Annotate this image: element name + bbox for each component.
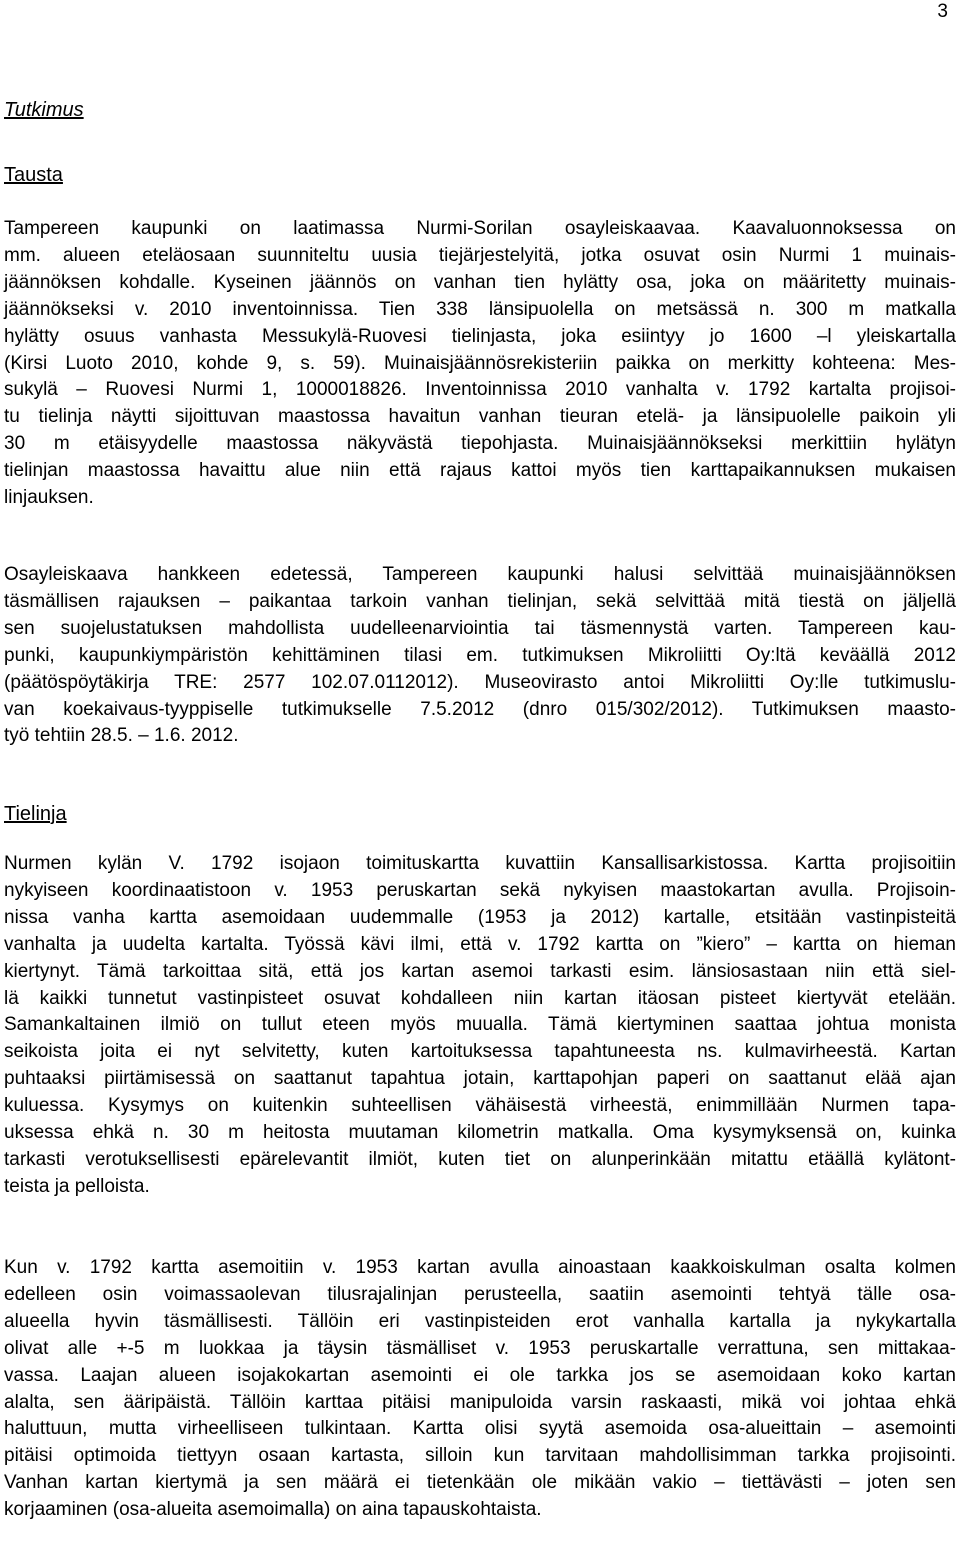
paragraph-line: alueella hyvin täsmällisesti. Tällöin eri vastinpisteiden erot vanhalla kartalla ja nykykartalla xyxy=(4,1310,956,1332)
paragraph-line: seikoista joita ei nyt selvitetty, kuten kartoituksessa tapahtuneesta ns. kulmavirheestä. Kartan xyxy=(4,1041,956,1063)
paragraph-line: tu tielinja näytti sijoittuvan maastossa havaitun vanhan tieuran etelä- ja länsipuolelle paikoin yli xyxy=(4,406,956,428)
paragraph-line: edelleen osin voimassaolevan tilusrajalinjan perusteella, saatiin asemointi tehtyä tälle osa- xyxy=(4,1283,956,1305)
paragraph-line: Osayleiskaava hankkeen edetessä, Tampereen kaupunki halusi selvittää muinaisjäännöksen xyxy=(4,564,956,585)
paragraph-line: kuluessa. Kysymys on kuitenkin suhteellisen vähäisestä virheestä, enimmillään Nurmen tapa- xyxy=(4,1095,956,1117)
paragraph-line: nykyiseen koordinaatistoon v. 1953 peruskartan sekä nykyisen maastokartan avulla. Projisoin- xyxy=(4,879,956,901)
paragraph-line: (päätöspöytäkirja TRE: 2577 102.07.0112012). Museovirasto antoi Mikroliitti Oy:lle tutkimuslu- xyxy=(4,671,956,693)
paragraph-line: jäännökseksi v. 2010 inventoinnissa. Tien 338 länsipuolella on metsässä n. 300 m matkalla xyxy=(4,298,956,320)
paragraph-line: työ tehtiin 28.5. – 1.6. 2012. xyxy=(4,725,239,747)
paragraph-line: haluttuun, mutta virheelliseen tulkintaan. Kartta olisi syytä asemoida osa-alueittain – asemointi xyxy=(4,1418,956,1440)
paragraph-line: olivat alle +-5 m luokkaa ja täysin täsmälliset v. 1953 peruskartalle verrattuna, sen mittakaa- xyxy=(4,1337,956,1359)
paragraph-line: van koekaivaus-tyyppiselle tutkimukselle 7.5.2012 (dnro 015/302/2012). Tutkimuksen maasto- xyxy=(4,698,956,720)
paragraph-road-line xyxy=(4,851,956,1201)
paragraph-line: Kun v. 1792 kartta asemoitiin v. 1953 kartan avulla ainoastaan kaakkoiskulman osalta kolmen xyxy=(4,1257,956,1278)
paragraph-line: sukylä – Ruovesi Nurmi 1, 1000018826. Inventoinnissa 2010 vanhalta v. 1792 kartalta projisoi- xyxy=(4,379,956,401)
paragraph-line: vassa. Laajan alueen isojakokartan asemointi ei ole tarkka jos se asemoidaan koko kartan xyxy=(4,1364,956,1386)
paragraph-line: (Kirsi Luoto 2010, kohde 9, s. 59). Muinaisjäännösrekisteriin paikka on merkitty kohteena: Mes- xyxy=(4,352,956,374)
paragraph-line: punki, kaupunkiympäristön kehittäminen tilasi em. tutkimuksen Mikroliitti Oy:ltä keväällä 2012 xyxy=(4,644,956,666)
paragraph-line: nissa vanha kartta asemoidaan uudemmalle (1953 ja 2012) kartalle, etsitään vastinpisteitä xyxy=(4,906,956,928)
paragraph-line: Samankaltainen ilmiö on tullut eteen myös muualla. Tämä kiertyminen saattaa johtua monista xyxy=(4,1014,956,1036)
paragraph-line: vanhalta ja uudelta kartalta. Työssä kävi ilmi, että v. 1792 kartta on ”kiero” – kartta on hieman xyxy=(4,933,956,955)
paragraph-line: kiertynyt. Tämä tarkoittaa sitä, että jos kartan asemoi tarkasti esim. länsiosastaan niin että siel- xyxy=(4,960,956,982)
paragraph-line: uksessa ehkä n. 30 m heitosta muutaman kilometrin matkalla. Oma kysymyksensä on, kuinka xyxy=(4,1122,956,1144)
paragraph-line: teista ja pelloista. xyxy=(4,1175,150,1197)
paragraph-line: lä kaikki tunnetut vastinpisteet osuvat kohdalleen niin kartan itäosan pisteet kiertyvät etelään. xyxy=(4,987,956,1009)
paragraph-line: Nurmen kylän V. 1792 isojaon toimituskartta kuvattiin Kansallisarkistossa. Kartta projisoitiin xyxy=(4,853,956,874)
paragraph-line: Vanhan kartan kiertymä ja sen määrä ei tietenkään ole mikään vakio – tiettävästi – joten sen xyxy=(4,1472,956,1494)
paragraph-commission xyxy=(4,562,956,750)
paragraph-line: tielinjan maastossa havaittu alue niin että rajaus kattoi myös tien karttapaikannuksen mukaisen xyxy=(4,460,956,482)
paragraph-line: pitäisi optimoida tiettyyn osaan kartasta, silloin kun tarvitaan mahdollisimman tarkka projisointi. xyxy=(4,1445,956,1467)
paragraph-line: hylätty osuus vanhasta Messukylä-Ruovesi tielinjasta, joka esiintyy jo 1600 –l yleiskartalla xyxy=(4,325,956,347)
paragraph-line: 30 m etäisyydelle maastossa näkyvästä tiepohjasta. Muinaisjäännökseksi merkittiin hylätyn xyxy=(4,433,956,455)
paragraph-line: linjauksen. xyxy=(4,487,94,509)
paragraph-positioning xyxy=(4,1255,956,1524)
heading-tutkimus: Tutkimus xyxy=(4,99,84,121)
heading-tausta: Tausta xyxy=(4,164,63,186)
paragraph-line: korjaaminen (osa-alueita asemoimalla) on aina tapauskohtaista. xyxy=(4,1499,542,1521)
heading-tielinja: Tielinja xyxy=(4,803,67,825)
paragraph-line: tarkasti verotuksellisesti epärelevantit ilmiöt, kuten tiet on alunperinkään mitattu etäällä kylätont- xyxy=(4,1148,956,1170)
paragraph-line: mm. alueen eteläosaan suunniteltu uusia tiejärjestelyitä, jotka osuvat osin Nurmi 1 muinais- xyxy=(4,244,956,266)
paragraph-background xyxy=(4,216,956,512)
paragraph-line: Tampereen kaupunki on laatimassa Nurmi-Sorilan osayleiskaavaa. Kaavaluonnoksessa on xyxy=(4,218,956,239)
paragraph-line: puhtaaksi piirtämisessä on saattanut tapahtua jotain, karttapohjan paperi on saattanut elää ajan xyxy=(4,1068,956,1090)
paragraph-line: täsmällisen rajauksen – paikantaa tarkoin vanhan tielinjan, sekä selvittää mitä tiestä on jäljellä xyxy=(4,590,956,612)
paragraph-line: sen suojelustatuksen mahdollista uudelleenarviointia tai täsmennystä varten. Tampereen kau- xyxy=(4,617,956,639)
paragraph-line: jäännöksen kohdalle. Kyseinen jäännös on vanhan tien hylätty osa, joka on määritetty muinais- xyxy=(4,271,956,293)
page-number: 3 xyxy=(937,1,948,22)
paragraph-line: alalta, sen ääripäistä. Tällöin karttaa pitäisi manipuloida varsin raskaasti, mikä voi johtaa ehkä xyxy=(4,1391,956,1413)
